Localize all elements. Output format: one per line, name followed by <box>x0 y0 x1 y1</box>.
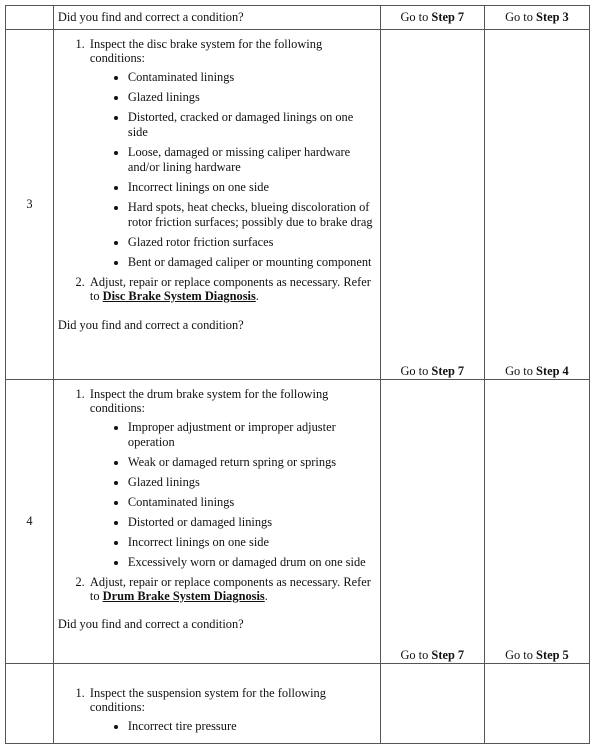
reference-link[interactable]: Disc Brake System Diagnosis <box>102 289 256 303</box>
step-cell <box>6 6 54 30</box>
yes-cell <box>380 6 484 30</box>
list-item: • Excessively worn or damaged drum on one side <box>128 555 380 570</box>
goto-prefix: Go to <box>400 10 432 24</box>
goto-step-link[interactable]: Step 7 <box>431 648 465 662</box>
action-text: Adjust, repair or replace components as necessary. Refer to <box>89 275 371 303</box>
action-text: Inspect the suspension system for the following conditions: <box>89 686 326 714</box>
condition-list <box>90 719 380 734</box>
diagnostic-table <box>5 5 590 744</box>
action-text: Inspect the disc brake system for the following conditions: <box>89 37 323 65</box>
table-row <box>6 6 590 30</box>
goto-step-link[interactable]: Step 7 <box>431 364 465 378</box>
action-list <box>54 37 380 303</box>
punctuation: . <box>264 589 268 603</box>
list-item: • Contaminated linings <box>128 495 380 510</box>
action-cell <box>53 664 380 744</box>
goto-prefix: Go to <box>505 364 537 378</box>
step-cell <box>6 664 54 744</box>
condition-list <box>90 70 380 270</box>
table-row <box>6 30 590 380</box>
goto-step-link[interactable]: Step 3 <box>536 10 569 24</box>
list-item: • Incorrect linings on one side <box>128 535 380 550</box>
table-row <box>6 664 590 744</box>
list-item: • Incorrect linings on one side <box>128 180 380 195</box>
goto-prefix: Go to <box>505 648 537 662</box>
list-item: • Loose, damaged or missing caliper hardware and/or lining hardware <box>128 145 380 175</box>
list-item: • Distorted, cracked or damaged linings on one side <box>128 110 380 140</box>
yes-cell <box>380 30 484 380</box>
no-cell <box>484 30 589 380</box>
yes-cell <box>380 664 484 744</box>
list-item <box>88 275 380 303</box>
question-text: Did you find and correct a condition? <box>57 617 244 631</box>
question-text: Did you find and correct a condition? <box>57 318 244 332</box>
reference-link[interactable]: Drum Brake System Diagnosis <box>102 589 265 603</box>
list-item: • Hard spots, heat checks, blueing discoloration of rotor friction surfaces; possibly due to brake drag <box>128 200 380 230</box>
list-item: • Weak or damaged return spring or springs <box>128 455 380 470</box>
goto-step-link[interactable]: Step 5 <box>536 648 569 662</box>
action-cell <box>53 380 380 664</box>
action-list <box>54 686 380 734</box>
step-number: 4 <box>6 380 54 664</box>
list-item: • Contaminated linings <box>128 70 380 85</box>
list-item: • Glazed rotor friction surfaces <box>128 235 380 250</box>
no-cell <box>484 380 589 664</box>
yes-cell <box>380 380 484 664</box>
no-cell <box>484 664 589 744</box>
list-item: • Improper adjustment or improper adjuster operation <box>128 420 380 450</box>
list-item <box>88 575 380 603</box>
list-item <box>88 686 380 734</box>
goto-step-link[interactable]: Step 7 <box>431 10 465 24</box>
action-cell <box>53 6 380 30</box>
list-item <box>88 37 380 270</box>
punctuation: . <box>255 289 259 303</box>
goto-step-link[interactable]: Step 4 <box>536 364 569 378</box>
goto-prefix: Go to <box>505 10 537 24</box>
goto-prefix: Go to <box>400 648 432 662</box>
condition-list <box>90 420 380 570</box>
table-row <box>6 380 590 664</box>
list-item: • Bent or damaged caliper or mounting component <box>128 255 380 270</box>
question-text: Did you find and correct a condition? <box>57 10 244 24</box>
action-text: Inspect the drum brake system for the following conditions: <box>89 387 329 415</box>
action-cell <box>53 30 380 380</box>
step-number: 3 <box>6 30 54 380</box>
list-item: • Glazed linings <box>128 475 380 490</box>
list-item: • Glazed linings <box>128 90 380 105</box>
list-item <box>88 387 380 570</box>
list-item: • Incorrect tire pressure <box>128 719 380 734</box>
no-cell <box>484 6 589 30</box>
list-item: • Distorted or damaged linings <box>128 515 380 530</box>
action-text: Adjust, repair or replace components as necessary. Refer to <box>89 575 371 603</box>
goto-prefix: Go to <box>400 364 432 378</box>
action-list <box>54 387 380 603</box>
